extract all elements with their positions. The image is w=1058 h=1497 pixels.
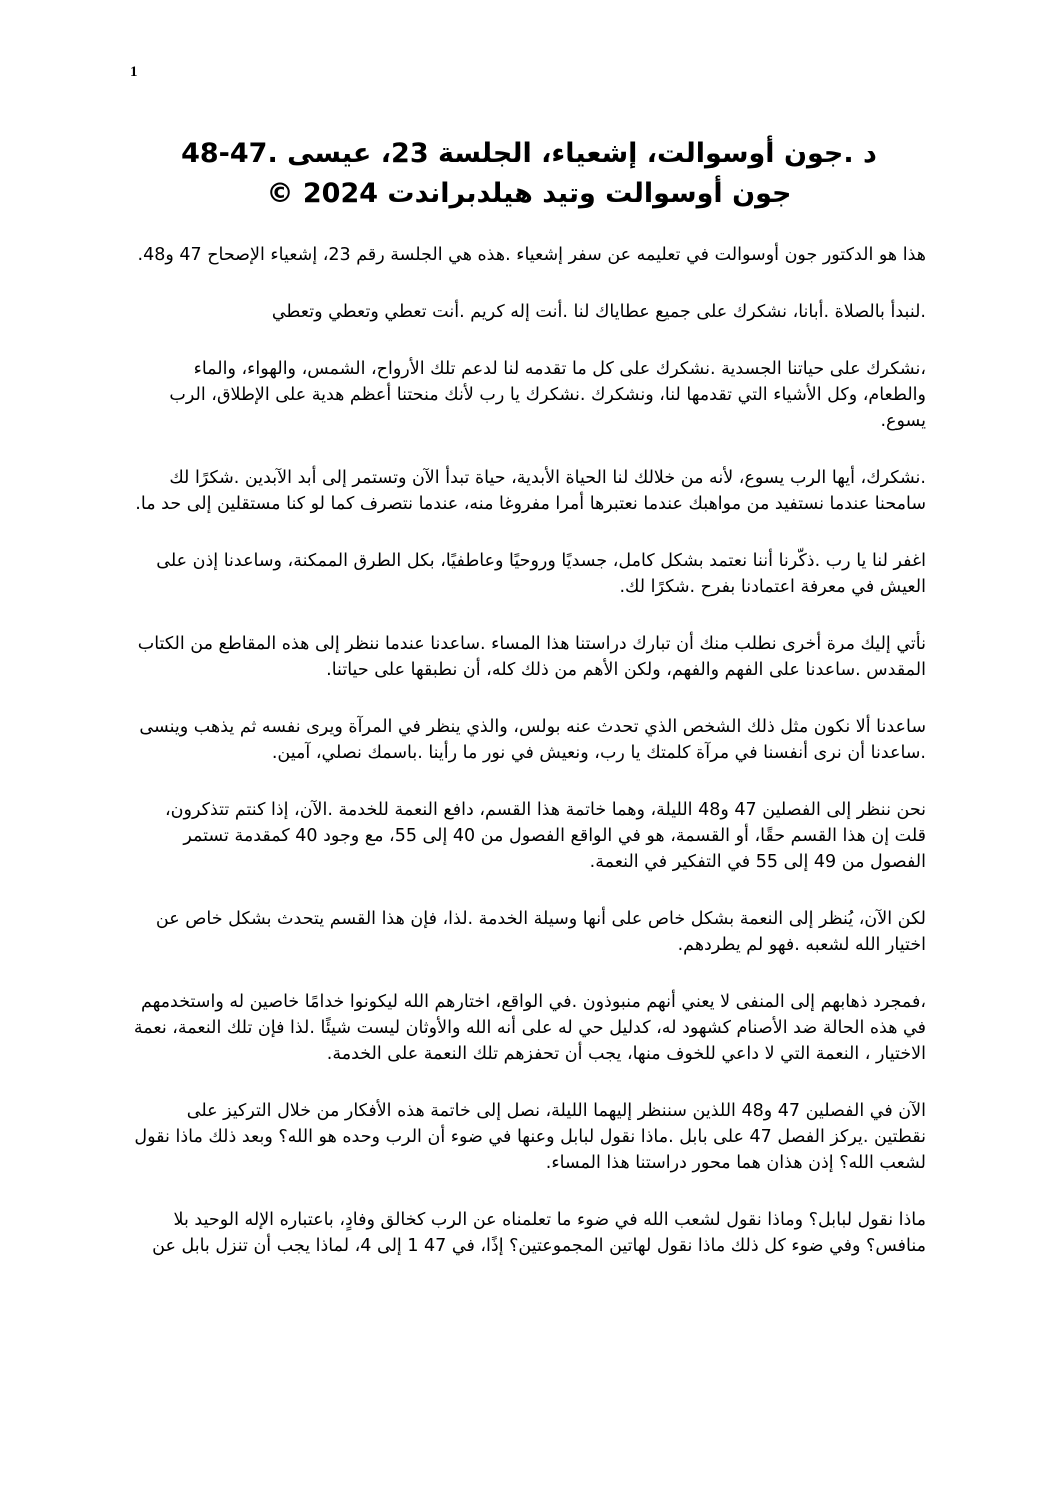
paragraph-intro: هذا هو الدكتور جون أوسوالت في تعليمه عن سفر إشعياء .هذه هي الجلسة رقم 23، إشعياء الإصحاح 47 و48. [137,245,926,265]
title-line-1: د .جون أوسوالت، إشعياء، الجلسة 23، عيسى .47-48 [181,138,877,169]
title-line-2: جون أوسوالت وتيد هيلدبراندت 2024 © [266,178,792,209]
page-number: 1 [130,64,138,80]
paragraph-grace: لكن الآن، يُنظر إلى النعمة بشكل خاص على أنها وسيلة الخدمة .لذا، فإن هذا القسم يتحدث بشكل خاص عن اختيار الله لشعبه .فهو لم يطردهم. [155,909,926,955]
body-text [130,242,926,1290]
paragraph-prayer-open: .لنبدأ بالصلاة .أبانا، نشكرك على جميع عطاياك لنا .أنت إله كريم .أنت تعطي وتعطي وتعطي [271,302,926,322]
paragraph-chapters: نحن ننظر إلى الفصلين 47 و48 الليلة، وهما خاتمة هذا القسم، دافع النعمة للخدمة .الآن، إذا كنتم تتذكرون، قلت إن هذا القسم حقًا، أو القسمة، هو في الواقع الفصول من 40 إلى 55، مع وجود 40 كمقدمة تستمر الفصول من 49 إلى 55 في التفكير في النعمة. [165,800,926,872]
paragraph-prayer-physical: ،نشكرك على حياتنا الجسدية .نشكرك على كل ما تقدمه لنا لدعم تلك الأرواح، الشمس، والهواء، والماء والطعام، وكل الأشياء التي تقدمها لنا، ونشكرك .نشكرك يا رب لأنك منحتنا أعظم هدية على الإطلاق، الرب يسوع. [169,359,926,431]
page-title [140,134,918,214]
paragraph-babylon: ماذا نقول لبابل؟ وماذا نقول لشعب الله في ضوء ما تعلمناه عن الرب كخالق وفادٍ، باعتباره الإله الوحيد بلا منافس؟ وفي ضوء كل ذلك ماذا نقول لهاتين المجموعتين؟ إذًا، في 47 1 إلى 4، لماذا يجب أن تنزل بابل عن [152,1210,926,1256]
paragraph-prayer-mirror: ساعدنا ألا نكون مثل ذلك الشخص الذي تحدث عنه بولس، والذي ينظر في المرآة ويرى نفسه ثم يذهب وينسى .ساعدنا أن نرى أنفسنا في مرآة كلمتك يا رب، ونعيش في نور ما رأينا .باسمك نصلي، آمين. [139,717,926,763]
paragraph-exile: ،فمجرد ذهابهم إلى المنفى لا يعني أنهم منبوذون .في الواقع، اختارهم الله ليكونوا خدامًا خاصين له واستخدمهم في هذه الحالة ضد الأصنام كشهود له، كدليل حي له على أنه الله والأوثان ليست شيئًا .لذا فإن تلك النعمة، نعمة الاختيار ، النعمة التي لا داعي للخوف منها، يجب أن تحفزهم تلك النعمة على الخدمة. [133,992,926,1064]
paragraph-prayer-jesus: .نشكرك، أيها الرب يسوع، لأنه من خلالك لنا الحياة الأبدية، حياة تبدأ الآن وتستمر إلى أبد الآبدين .شكرًا لك سامحنا عندما نستفيد من مواهبك عندما نعتبرها أمرا مفروغا منه، عندما نتصرف كما لو كنا مستقلين إلى حد ما. [135,468,926,514]
paragraph-prayer-forgive: اغفر لنا يا رب .ذكّرنا أننا نعتمد بشكل كامل، جسديًا وروحيًا وعاطفيًا، بكل الطرق الممكنة، وساعدنا إذن على العيش في معرفة اعتمادنا بفرح .شكرًا لك. [156,551,926,597]
paragraph-prayer-study: نأتي إليك مرة أخرى نطلب منك أن تبارك دراستنا هذا المساء .ساعدنا عندما ننظر إلى هذه المقاطع من الكتاب المقدس .ساعدنا على الفهم والفهم، ولكن الأهم من ذلك كله، أن نطبقها على حياتنا. [137,634,926,680]
paragraph-focus: الآن في الفصلين 47 و48 اللذين سننظر إليهما الليلة، نصل إلى خاتمة هذه الأفكار من خلال التركيز على نقطتين .يركز الفصل 47 على بابل .ماذا نقول لبابل وعنها في ضوء أن الرب وحده هو الله؟ وبعد ذلك ماذا نقول لشعب الله؟ إذن هذان هما محور دراستنا هذا المساء. [134,1101,926,1173]
